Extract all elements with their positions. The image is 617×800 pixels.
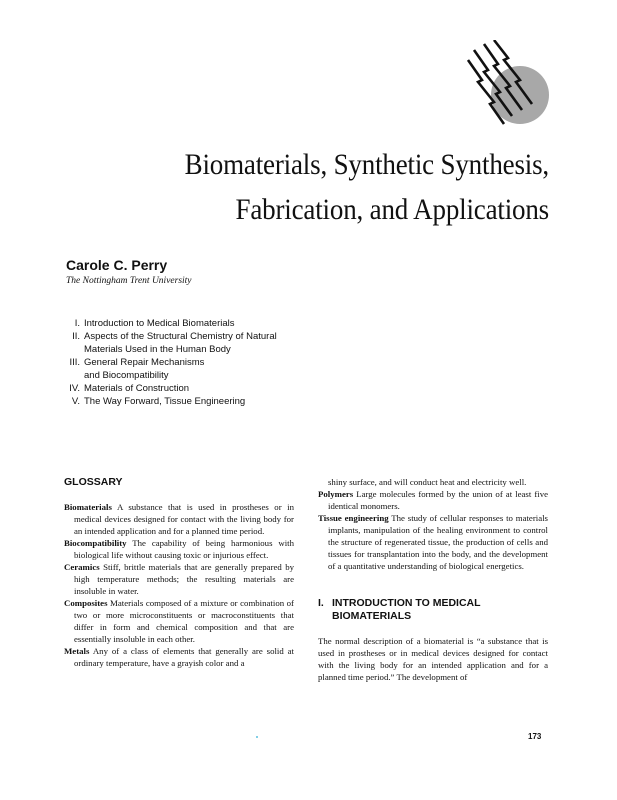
glossary-definition: Any of a class of elements that generally are solid at ordinary temperature, have a grayish color and a [74, 646, 294, 668]
glossary-entry [64, 561, 294, 597]
glossary-term: Biomaterials [64, 502, 112, 512]
title-line-2: Fabrication, and Applications [235, 193, 549, 226]
toc-item [60, 382, 320, 395]
section-heading-line: INTRODUCTION TO MEDICAL [332, 597, 481, 609]
section-heading [318, 597, 548, 623]
glossary-heading: GLOSSARY [64, 476, 123, 488]
glossary-definition: Large molecules formed by the union of at least five identical monomers. [328, 489, 548, 511]
glossary-term: Ceramics [64, 562, 100, 572]
glossary-term: Tissue engineering [318, 513, 389, 523]
toc-text: Materials of Construction [84, 383, 190, 394]
toc-item [60, 356, 320, 382]
glossary-definition: The capability of being harmonious with biological life without causing toxic or injurious effect. [74, 538, 295, 560]
author-name: Carole C. Perry [66, 257, 168, 273]
chapter-logo-icon [462, 40, 552, 125]
table-of-contents [60, 317, 320, 408]
section-body-text: The normal description of a biomaterial is “a substance that is used in prostheses or in medical devices designed for contact with the living body for an intended application and for a planned time period.” The development of [318, 636, 548, 682]
toc-number: I. [74, 318, 80, 329]
right-column [318, 476, 548, 683]
section-number: I. [318, 597, 324, 609]
glossary-entry [64, 645, 294, 669]
toc-text: The Way Forward, Tissue Engineering [84, 396, 246, 407]
stray-dot [256, 736, 258, 738]
toc-number: II. [72, 331, 80, 342]
toc-number: IV. [69, 383, 80, 394]
glossary-entry [64, 597, 294, 645]
glossary-term: Polymers [318, 489, 354, 499]
glossary-entry [64, 501, 294, 537]
chapter-title [126, 142, 549, 232]
glossary-definition: A substance that is used in prostheses or in medical devices designed for contact with the living body for an intended application and for a planned time period. [74, 502, 294, 536]
toc-text: Aspects of the Structural Chemistry of Natural [84, 331, 277, 342]
glossary-continuation: shiny surface, and will conduct heat and electricity well. [328, 477, 527, 487]
glossary-definition: Stiff, brittle materials that are generally prepared by high temperature methods; the resulting materials are insoluble in water. [74, 562, 295, 596]
glossary-definition: The study of cellular responses to materials implants, manipulation of the healing environment to control the structure of regenerated tissue, the production of cells and tissues for transplantation into the body, and the development of a quantitative understanding of biological energetics. [328, 513, 548, 571]
toc-number: III. [69, 357, 80, 368]
toc-text: and Biocompatibility [84, 370, 169, 381]
glossary-term: Metals [64, 646, 90, 656]
glossary-term: Composites [64, 598, 108, 608]
toc-item [60, 330, 320, 356]
title-line-1: Biomaterials, Synthetic Synthesis, [184, 148, 549, 181]
author-affiliation: The Nottingham Trent University [66, 276, 192, 286]
toc-text: General Repair Mechanisms [84, 357, 205, 368]
toc-item [60, 317, 320, 330]
glossary-definition: Materials composed of a mixture or combination of two or more microconstituents or macroconstituents that differ in form and chemical composition and that are essentially insoluble in each other. [74, 598, 294, 644]
section-heading-line: BIOMATERIALS [332, 610, 412, 622]
glossary-entry [318, 512, 548, 572]
toc-item [60, 395, 320, 408]
toc-text: Introduction to Medical Biomaterials [84, 318, 235, 329]
page-number: 173 [528, 732, 542, 741]
glossary-entry [318, 488, 548, 512]
toc-number: V. [71, 396, 80, 407]
toc-text: Materials Used in the Human Body [84, 344, 231, 355]
left-column [64, 476, 294, 669]
glossary-entry [64, 537, 294, 561]
glossary-term: Biocompatibility [64, 538, 127, 548]
